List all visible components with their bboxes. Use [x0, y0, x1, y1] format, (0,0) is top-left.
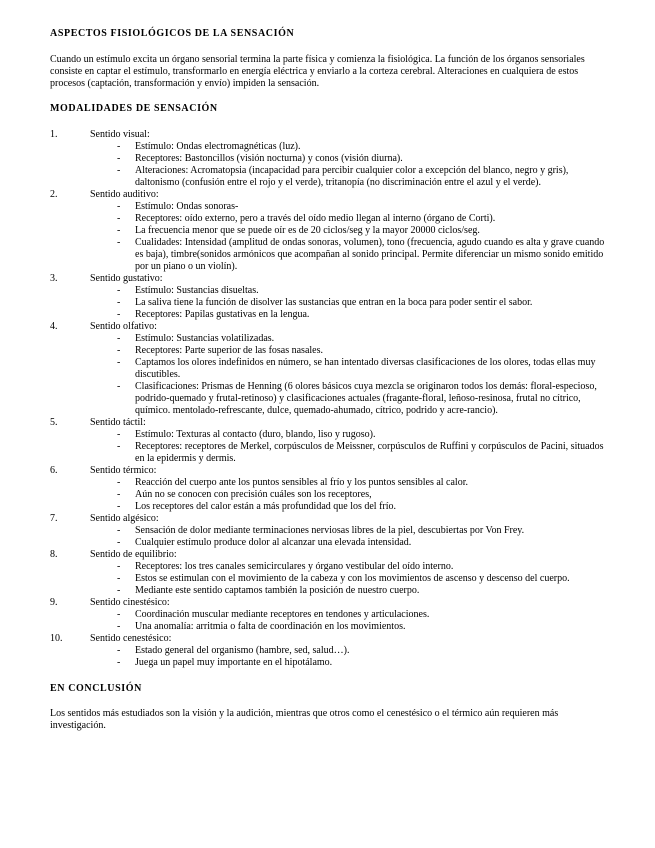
- modality-heading: [50, 417, 606, 429]
- bullet-item: [117, 489, 606, 501]
- bullet-text: Estímulo: Ondas sonoras-: [135, 201, 239, 212]
- bullet-item: [117, 573, 606, 585]
- bullet-item: [117, 201, 606, 213]
- bullet-text: Cualquier estímulo produce dolor al alcanzar una elevada intensidad.: [135, 537, 412, 548]
- bullet-text: Estímulo: Texturas al contacto (duro, blando, liso y rugoso).: [135, 429, 376, 440]
- modality-heading: [50, 513, 606, 525]
- bullet-item: [117, 537, 606, 549]
- modality-item: [50, 273, 606, 321]
- bullet-text: Estos se estimulan con el movimiento de la cabeza y con los movimientos de ascenso y descenso del cuerpo.: [135, 573, 570, 584]
- modality-item: [50, 417, 606, 465]
- bullet-dash: -: [117, 345, 121, 356]
- modality-number: 9.: [50, 597, 58, 608]
- bullet-dash: -: [117, 561, 121, 572]
- bullet-text: Receptores: Parte superior de las fosas nasales.: [135, 345, 323, 356]
- bullet-item: [117, 165, 606, 189]
- bullet-dash: -: [117, 357, 121, 368]
- bullet-dash: -: [117, 309, 121, 320]
- modality-item: [50, 129, 606, 189]
- bullet-item: [117, 237, 606, 273]
- bullet-text: Coordinación muscular mediante receptores en tendones y articulaciones.: [135, 609, 430, 620]
- bullet-item: [117, 357, 606, 381]
- bullet-text: Receptores: los tres canales semicirculares y órgano vestibular del oído interno.: [135, 561, 454, 572]
- bullet-dash: -: [117, 441, 121, 452]
- bullet-dash: -: [117, 537, 121, 548]
- modality-bullet-list: [50, 477, 606, 513]
- bullet-dash: -: [117, 141, 121, 152]
- intro-paragraph: Cuando un estímulo excita un órgano sensorial termina la parte física y comienza la fisiológica. La función de los órganos sensoriales consiste en captar el estímulo, transformarlo en energía eléctrica y enviarlo a la corteza cerebral. Alteraciones en cualquiera de estos procesos (captación, transformación y envío) impiden la sensación.: [50, 54, 585, 89]
- bullet-item: [117, 153, 606, 165]
- bullet-text: La saliva tiene la función de disolver las sustancias que entran en la boca para poder sentir el sabor.: [135, 297, 533, 308]
- bullet-item: [117, 609, 606, 621]
- bullet-dash: -: [117, 333, 121, 344]
- bullet-item: [117, 621, 606, 633]
- bullet-text: Captamos los olores indefinidos en número, se han intentado diversas clasificaciones de los olores, todas ellas muy discutibles.: [135, 357, 596, 380]
- bullet-dash: -: [117, 477, 121, 488]
- bullet-text: Receptores: receptores de Merkel, corpúsculos de Meissner, corpúsculos de Ruffini y corpúsculos de Pacini, situados en la epidermis y dermis.: [135, 441, 604, 464]
- modalities-list: [50, 129, 606, 669]
- bullet-item: [117, 225, 606, 237]
- modality-label: Sentido olfativo:: [90, 321, 157, 332]
- bullet-dash: -: [117, 225, 121, 236]
- modality-number: 8.: [50, 549, 58, 560]
- modality-bullet-list: [50, 609, 606, 633]
- bullet-text: La frecuencia menor que se puede oír es de 20 ciclos/seg y la mayor 20000 ciclos/seg.: [135, 225, 480, 236]
- bullet-text: Mediante este sentido captamos también la posición de nuestro cuerpo.: [135, 585, 420, 596]
- modality-item: [50, 597, 606, 633]
- bullet-dash: -: [117, 165, 121, 176]
- bullet-text: Clasificaciones: Prismas de Henning (6 olores básicos cuya mezcla se originaron todos los demás: floral-especioso, podrido-quemado y frutal-retinoso) y clasificaciones actuales (fragante-floral, leñoso-resinosa, frutal no cítrico, químico. mentolado-refrescante, dulce, quemado-ahumado, cítrico, podrido y acre-rancio).: [135, 381, 597, 416]
- bullet-item: [117, 285, 606, 297]
- section-title-conclusion: EN CONCLUSIÓN: [50, 683, 142, 694]
- bullet-text: Reacción del cuerpo ante los puntos sensibles al frío y los puntos sensibles al calor.: [135, 477, 468, 488]
- modality-label: Sentido visual:: [90, 129, 150, 140]
- modality-heading: [50, 321, 606, 333]
- modality-number: 5.: [50, 417, 58, 428]
- bullet-text: Estado general del organismo (hambre, sed, salud…).: [135, 645, 350, 656]
- modality-bullet-list: [50, 645, 606, 669]
- bullet-dash: -: [117, 153, 121, 164]
- modality-item: [50, 465, 606, 513]
- bullet-text: Aún no se conocen con precisión cuáles son los receptores,: [135, 489, 372, 500]
- modality-bullet-list: [50, 429, 606, 465]
- bullet-text: Una anomalía: arritmia o falta de coordinación en los movimientos.: [135, 621, 406, 632]
- bullet-dash: -: [117, 285, 121, 296]
- modality-label: Sentido térmico:: [90, 465, 157, 476]
- bullet-item: [117, 213, 606, 225]
- bullet-item: [117, 441, 606, 465]
- bullet-dash: -: [117, 489, 121, 500]
- bullet-text: Los receptores del calor están a más profundidad que los del frío.: [135, 501, 397, 512]
- bullet-dash: -: [117, 609, 121, 620]
- bullet-text: Receptores: oído externo, pero a través del oído medio llegan al interno (órgano de Corti).: [135, 213, 496, 224]
- modality-item: [50, 513, 606, 549]
- document-page: [50, 28, 606, 732]
- bullet-dash: -: [117, 213, 121, 224]
- section-title-physiology: ASPECTOS FISIOLÓGICOS DE LA SENSACIÓN: [50, 28, 295, 39]
- modality-bullet-list: [50, 525, 606, 549]
- bullet-dash: -: [117, 381, 121, 392]
- bullet-item: [117, 345, 606, 357]
- bullet-dash: -: [117, 237, 121, 248]
- bullet-item: [117, 141, 606, 153]
- bullet-dash: -: [117, 585, 121, 596]
- modality-label: Sentido auditivo:: [90, 189, 159, 200]
- modality-heading: [50, 129, 606, 141]
- modality-number: 6.: [50, 465, 58, 476]
- bullet-text: Receptores: Papilas gustativas en la lengua.: [135, 309, 310, 320]
- bullet-text: Estímulo: Sustancias disueltas.: [135, 285, 259, 296]
- bullet-item: [117, 501, 606, 513]
- modality-bullet-list: [50, 141, 606, 189]
- modality-label: Sentido cinestésico:: [90, 597, 170, 608]
- bullet-item: [117, 525, 606, 537]
- modality-label: Sentido algésico:: [90, 513, 159, 524]
- bullet-dash: -: [117, 429, 121, 440]
- modality-heading: [50, 273, 606, 285]
- bullet-dash: -: [117, 621, 121, 632]
- modality-bullet-list: [50, 285, 606, 321]
- modality-label: Sentido cenestésico:: [90, 633, 172, 644]
- bullet-text: Receptores: Bastoncillos (visión nocturna) y conos (visión diurna).: [135, 153, 403, 164]
- modality-item: [50, 321, 606, 417]
- modality-item: [50, 549, 606, 597]
- bullet-item: [117, 309, 606, 321]
- section-title-modalities: MODALIDADES DE SENSACIÓN: [50, 103, 218, 114]
- bullet-dash: -: [117, 645, 121, 656]
- bullet-text: Sensación de dolor mediante terminaciones nerviosas libres de la piel, descubiertas por Von Frey.: [135, 525, 525, 536]
- bullet-item: [117, 561, 606, 573]
- bullet-text: Estímulo: Ondas electromagnéticas (luz).: [135, 141, 301, 152]
- bullet-dash: -: [117, 297, 121, 308]
- bullet-text: Alteraciones: Acromatopsia (incapacidad para percibir cualquier color a excepción del blanco, negro y gris), daltonismo (confusión entre el rojo y el verde), tritanopía (no discriminación entre el azul y el verde).: [135, 165, 569, 188]
- modality-heading: [50, 633, 606, 645]
- modality-bullet-list: [50, 333, 606, 417]
- bullet-text: Estímulo: Sustancias volatilizadas.: [135, 333, 275, 344]
- bullet-text: Cualidades: Intensidad (amplitud de ondas sonoras, volumen), tono (frecuencia, agudo cuando es alta y grave cuando es baja), timbre(sonidos armónicos que acompañan al sonido principal. Permite diferenciar un mismo sonido emitido por un piano o un violín).: [135, 237, 605, 272]
- modality-number: 1.: [50, 129, 58, 140]
- bullet-item: [117, 585, 606, 597]
- modality-bullet-list: [50, 201, 606, 273]
- modality-number: 10.: [50, 633, 63, 644]
- bullet-dash: -: [117, 657, 121, 668]
- modality-label: Sentido gustativo:: [90, 273, 163, 284]
- bullet-item: [117, 477, 606, 489]
- bullet-dash: -: [117, 501, 121, 512]
- modality-bullet-list: [50, 561, 606, 597]
- modality-heading: [50, 189, 606, 201]
- modality-heading: [50, 597, 606, 609]
- modality-heading: [50, 465, 606, 477]
- bullet-text: Juega un papel muy importante en el hipotálamo.: [135, 657, 333, 668]
- modality-label: Sentido de equilibrio:: [90, 549, 177, 560]
- bullet-item: [117, 429, 606, 441]
- bullet-item: [117, 297, 606, 309]
- modality-label: Sentido táctil:: [90, 417, 146, 428]
- bullet-dash: -: [117, 525, 121, 536]
- bullet-dash: -: [117, 573, 121, 584]
- bullet-item: [117, 645, 606, 657]
- bullet-item: [117, 381, 606, 417]
- bullet-dash: -: [117, 201, 121, 212]
- modality-number: 7.: [50, 513, 58, 524]
- bullet-item: [117, 333, 606, 345]
- modality-heading: [50, 549, 606, 561]
- modality-number: 2.: [50, 189, 58, 200]
- bullet-item: [117, 657, 606, 669]
- conclusion-paragraph: Los sentidos más estudiados son la visión y la audición, mientras que otros como el cenestésico o el térmico aún requieren más investigación.: [50, 708, 559, 731]
- modality-item: [50, 633, 606, 669]
- modality-number: 3.: [50, 273, 58, 284]
- modality-item: [50, 189, 606, 273]
- modality-number: 4.: [50, 321, 58, 332]
